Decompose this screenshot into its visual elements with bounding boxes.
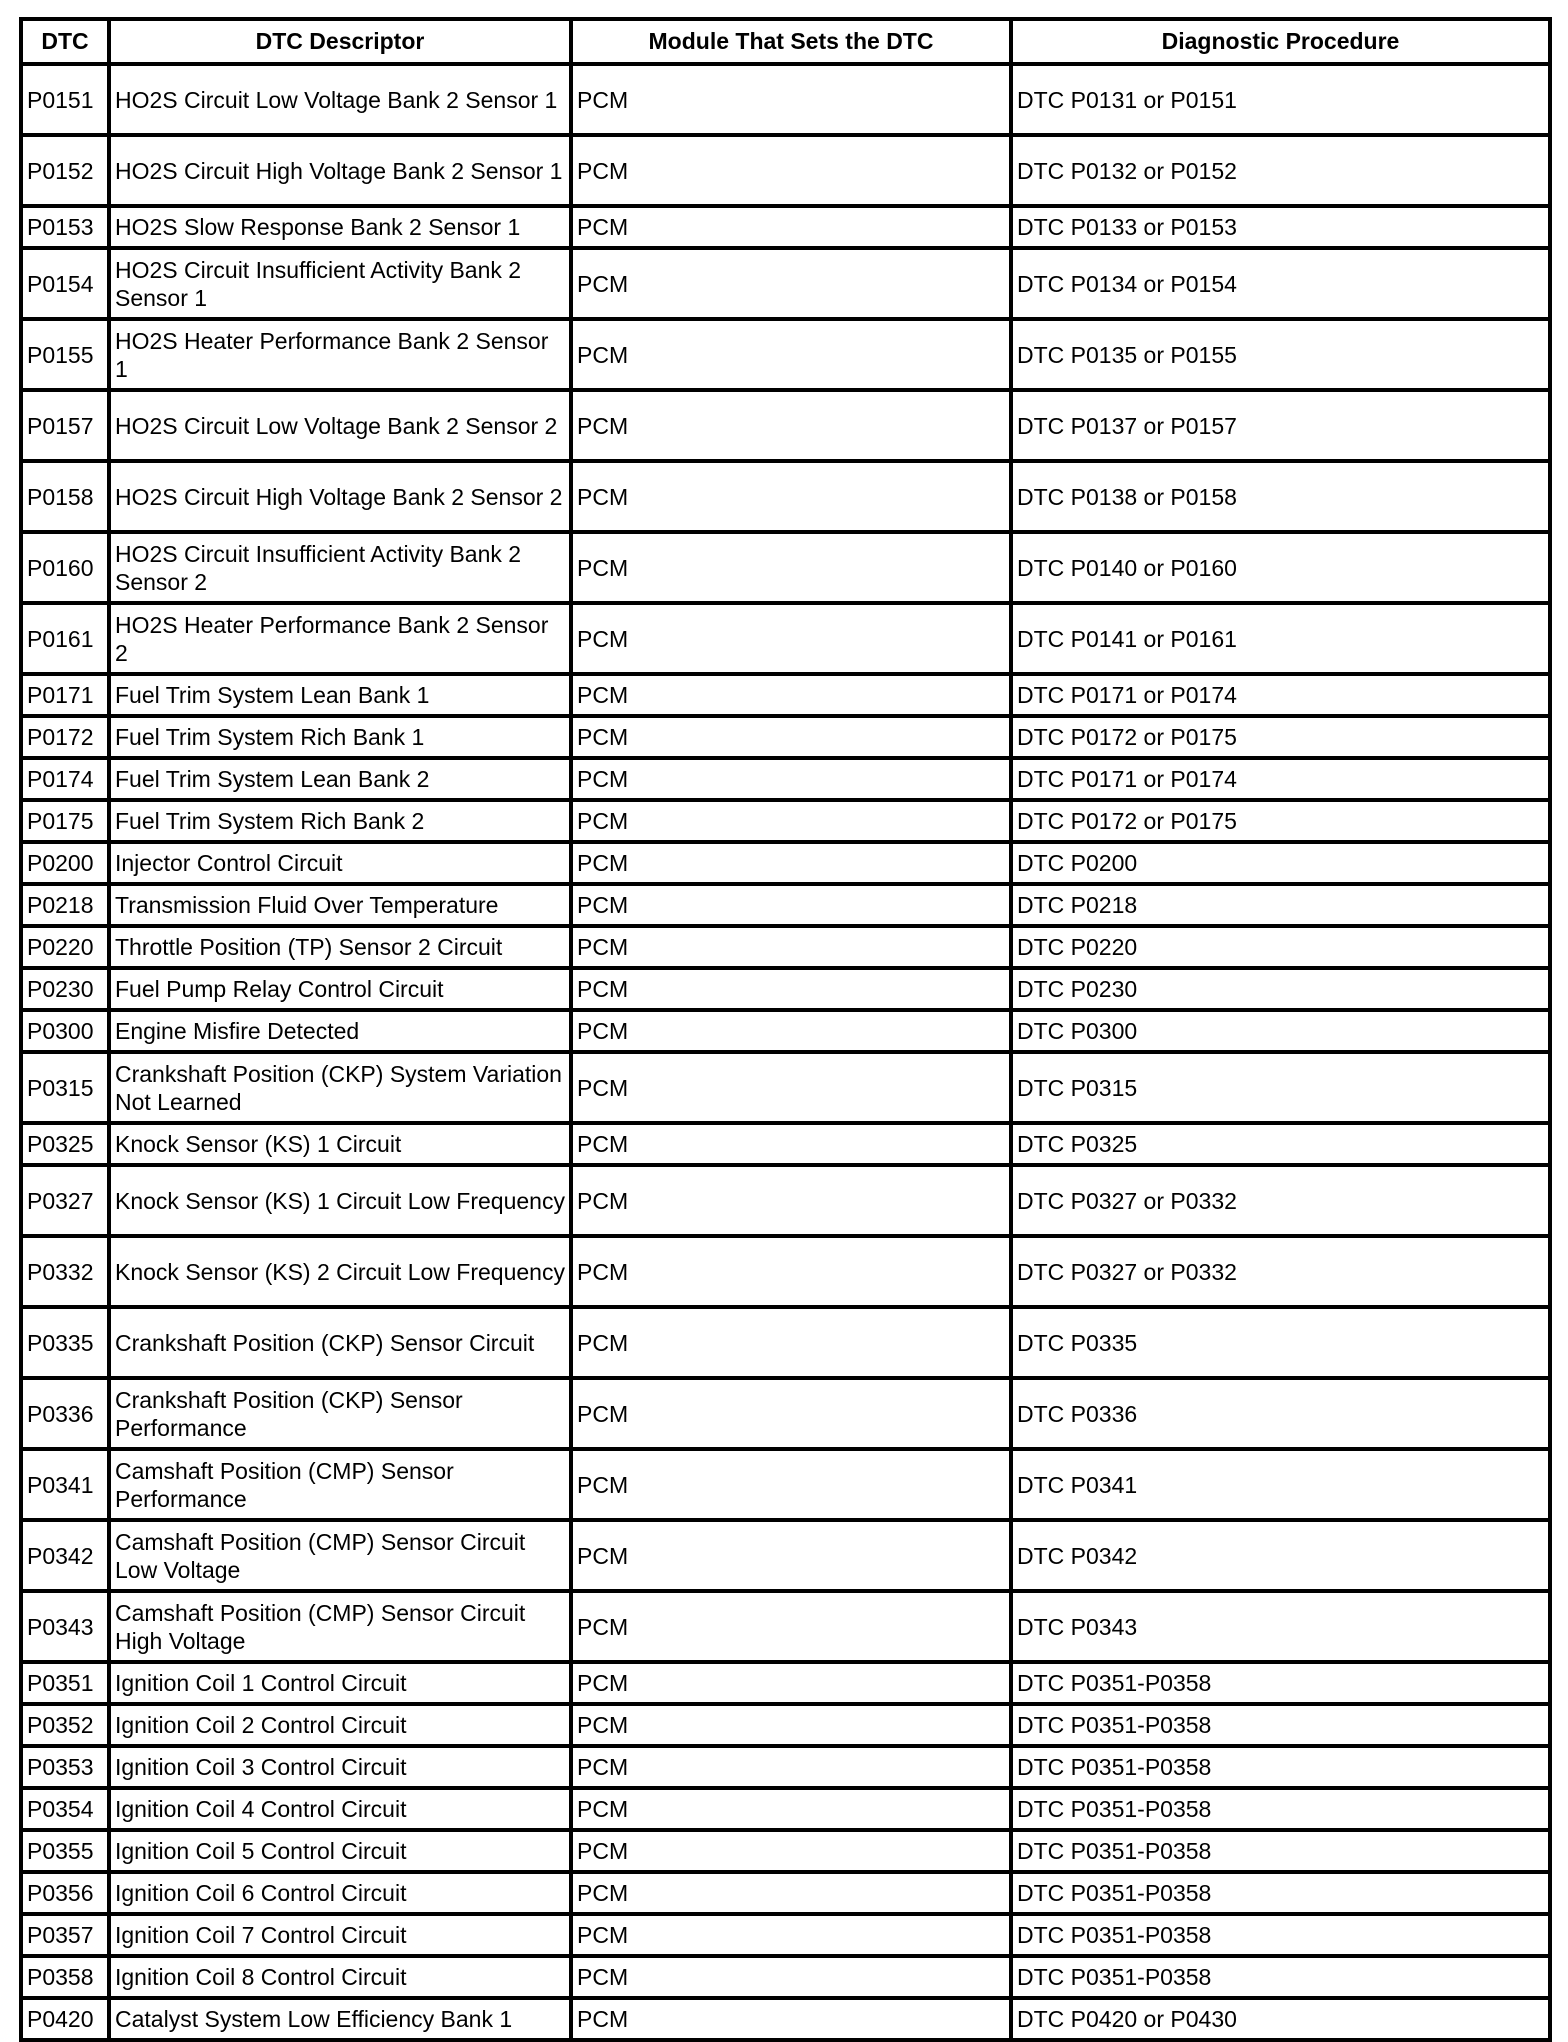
- cell-dtc-descriptor: Ignition Coil 1 Control Circuit: [109, 1662, 571, 1704]
- cell-dtc-code: P0315: [21, 1052, 109, 1123]
- table-row: [21, 206, 1550, 248]
- table-row: [21, 716, 1550, 758]
- cell-dtc-descriptor: HO2S Slow Response Bank 2 Sensor 1: [109, 206, 571, 248]
- cell-dtc-descriptor: Ignition Coil 3 Control Circuit: [109, 1746, 571, 1788]
- cell-diagnostic-procedure: DTC P0132 or P0152: [1011, 135, 1550, 206]
- cell-diagnostic-procedure: DTC P0335: [1011, 1307, 1550, 1378]
- cell-diagnostic-procedure: DTC P0327 or P0332: [1011, 1236, 1550, 1307]
- cell-module: PCM: [571, 1052, 1011, 1123]
- cell-dtc-descriptor: HO2S Circuit Insufficient Activity Bank 2 Sensor 2: [109, 532, 571, 603]
- cell-dtc-code: P0300: [21, 1010, 109, 1052]
- table-row: [21, 926, 1550, 968]
- table-row: [21, 884, 1550, 926]
- cell-dtc-code: P0358: [21, 1956, 109, 1998]
- cell-dtc-descriptor: Crankshaft Position (CKP) System Variation Not Learned: [109, 1052, 571, 1123]
- cell-diagnostic-procedure: DTC P0336: [1011, 1378, 1550, 1449]
- cell-diagnostic-procedure: DTC P0300: [1011, 1010, 1550, 1052]
- table-row: [21, 1010, 1550, 1052]
- cell-diagnostic-procedure: DTC P0133 or P0153: [1011, 206, 1550, 248]
- cell-dtc-code: P0175: [21, 800, 109, 842]
- table-row: [21, 1449, 1550, 1520]
- cell-dtc-code: P0220: [21, 926, 109, 968]
- cell-diagnostic-procedure: DTC P0218: [1011, 884, 1550, 926]
- table-row: [21, 1378, 1550, 1449]
- cell-diagnostic-procedure: DTC P0343: [1011, 1591, 1550, 1662]
- table-row: [21, 135, 1550, 206]
- cell-dtc-descriptor: Camshaft Position (CMP) Sensor Circuit Low Voltage: [109, 1520, 571, 1591]
- cell-module: PCM: [571, 1378, 1011, 1449]
- cell-module: PCM: [571, 1236, 1011, 1307]
- cell-dtc-code: P0351: [21, 1662, 109, 1704]
- cell-dtc-descriptor: Knock Sensor (KS) 2 Circuit Low Frequency: [109, 1236, 571, 1307]
- table-row: [21, 390, 1550, 461]
- cell-module: PCM: [571, 1307, 1011, 1378]
- cell-dtc-descriptor: Crankshaft Position (CKP) Sensor Performance: [109, 1378, 571, 1449]
- cell-dtc-code: P0353: [21, 1746, 109, 1788]
- table-row: [21, 1052, 1550, 1123]
- cell-module: PCM: [571, 1123, 1011, 1165]
- table-row: [21, 1914, 1550, 1956]
- cell-dtc-descriptor: HO2S Heater Performance Bank 2 Sensor 2: [109, 603, 571, 674]
- cell-module: PCM: [571, 603, 1011, 674]
- cell-dtc-descriptor: Ignition Coil 4 Control Circuit: [109, 1788, 571, 1830]
- cell-dtc-descriptor: Injector Control Circuit: [109, 842, 571, 884]
- cell-dtc-descriptor: Ignition Coil 7 Control Circuit: [109, 1914, 571, 1956]
- cell-diagnostic-procedure: DTC P0171 or P0174: [1011, 674, 1550, 716]
- cell-dtc-descriptor: HO2S Circuit High Voltage Bank 2 Sensor 2: [109, 461, 571, 532]
- cell-module: PCM: [571, 1998, 1011, 2040]
- cell-module: PCM: [571, 461, 1011, 532]
- cell-dtc-code: P0153: [21, 206, 109, 248]
- cell-module: PCM: [571, 1591, 1011, 1662]
- header-dtc: DTC: [21, 19, 109, 64]
- table-row: [21, 1998, 1550, 2040]
- cell-dtc-descriptor: Fuel Trim System Rich Bank 2: [109, 800, 571, 842]
- cell-module: PCM: [571, 135, 1011, 206]
- cell-dtc-code: P0341: [21, 1449, 109, 1520]
- cell-dtc-code: P0171: [21, 674, 109, 716]
- cell-module: PCM: [571, 800, 1011, 842]
- table-row: [21, 1956, 1550, 1998]
- cell-module: PCM: [571, 64, 1011, 135]
- cell-dtc-descriptor: Transmission Fluid Over Temperature: [109, 884, 571, 926]
- cell-dtc-code: P0160: [21, 532, 109, 603]
- cell-diagnostic-procedure: DTC P0230: [1011, 968, 1550, 1010]
- cell-diagnostic-procedure: DTC P0420 or P0430: [1011, 1998, 1550, 2040]
- table-row: [21, 968, 1550, 1010]
- cell-module: PCM: [571, 1830, 1011, 1872]
- cell-dtc-descriptor: Fuel Trim System Lean Bank 2: [109, 758, 571, 800]
- cell-dtc-code: P0342: [21, 1520, 109, 1591]
- cell-dtc-code: P0332: [21, 1236, 109, 1307]
- cell-dtc-descriptor: Ignition Coil 2 Control Circuit: [109, 1704, 571, 1746]
- table-header-row: [21, 19, 1550, 64]
- cell-module: PCM: [571, 1872, 1011, 1914]
- table-row: [21, 1830, 1550, 1872]
- cell-dtc-descriptor: HO2S Circuit Low Voltage Bank 2 Sensor 1: [109, 64, 571, 135]
- cell-dtc-descriptor: Catalyst System Low Efficiency Bank 1: [109, 1998, 571, 2040]
- cell-diagnostic-procedure: DTC P0137 or P0157: [1011, 390, 1550, 461]
- cell-dtc-code: P0154: [21, 248, 109, 319]
- cell-dtc-code: P0200: [21, 842, 109, 884]
- cell-dtc-code: P0357: [21, 1914, 109, 1956]
- table-row: [21, 532, 1550, 603]
- cell-diagnostic-procedure: DTC P0315: [1011, 1052, 1550, 1123]
- table-row: [21, 248, 1550, 319]
- cell-module: PCM: [571, 1165, 1011, 1236]
- cell-module: PCM: [571, 532, 1011, 603]
- table-row: [21, 758, 1550, 800]
- cell-dtc-descriptor: HO2S Circuit High Voltage Bank 2 Sensor 1: [109, 135, 571, 206]
- cell-dtc-descriptor: Ignition Coil 6 Control Circuit: [109, 1872, 571, 1914]
- cell-dtc-descriptor: Ignition Coil 8 Control Circuit: [109, 1956, 571, 1998]
- table-row: [21, 1165, 1550, 1236]
- cell-dtc-code: P0420: [21, 1998, 109, 2040]
- cell-dtc-descriptor: Throttle Position (TP) Sensor 2 Circuit: [109, 926, 571, 968]
- table-row: [21, 674, 1550, 716]
- cell-module: PCM: [571, 319, 1011, 390]
- cell-module: PCM: [571, 1956, 1011, 1998]
- table-row: [21, 1662, 1550, 1704]
- cell-dtc-code: P0355: [21, 1830, 109, 1872]
- cell-module: PCM: [571, 926, 1011, 968]
- cell-diagnostic-procedure: DTC P0172 or P0175: [1011, 716, 1550, 758]
- cell-diagnostic-procedure: DTC P0351-P0358: [1011, 1746, 1550, 1788]
- cell-dtc-descriptor: Fuel Trim System Lean Bank 1: [109, 674, 571, 716]
- header-module: Module That Sets the DTC: [571, 19, 1011, 64]
- cell-diagnostic-procedure: DTC P0172 or P0175: [1011, 800, 1550, 842]
- table-row: [21, 842, 1550, 884]
- cell-diagnostic-procedure: DTC P0351-P0358: [1011, 1788, 1550, 1830]
- table-row: [21, 319, 1550, 390]
- cell-dtc-code: P0172: [21, 716, 109, 758]
- cell-dtc-descriptor: Camshaft Position (CMP) Sensor Circuit High Voltage: [109, 1591, 571, 1662]
- cell-dtc-descriptor: Knock Sensor (KS) 1 Circuit: [109, 1123, 571, 1165]
- cell-module: PCM: [571, 968, 1011, 1010]
- cell-dtc-code: P0352: [21, 1704, 109, 1746]
- cell-dtc-descriptor: Ignition Coil 5 Control Circuit: [109, 1830, 571, 1872]
- cell-module: PCM: [571, 716, 1011, 758]
- cell-module: PCM: [571, 674, 1011, 716]
- cell-diagnostic-procedure: DTC P0351-P0358: [1011, 1872, 1550, 1914]
- cell-diagnostic-procedure: DTC P0134 or P0154: [1011, 248, 1550, 319]
- cell-module: PCM: [571, 248, 1011, 319]
- cell-module: PCM: [571, 1746, 1011, 1788]
- cell-dtc-descriptor: Knock Sensor (KS) 1 Circuit Low Frequency: [109, 1165, 571, 1236]
- cell-module: PCM: [571, 1449, 1011, 1520]
- cell-diagnostic-procedure: DTC P0220: [1011, 926, 1550, 968]
- cell-dtc-descriptor: Crankshaft Position (CKP) Sensor Circuit: [109, 1307, 571, 1378]
- table-row: [21, 1520, 1550, 1591]
- cell-module: PCM: [571, 206, 1011, 248]
- cell-diagnostic-procedure: DTC P0325: [1011, 1123, 1550, 1165]
- cell-dtc-code: P0343: [21, 1591, 109, 1662]
- cell-dtc-code: P0161: [21, 603, 109, 674]
- cell-dtc-code: P0354: [21, 1788, 109, 1830]
- header-dtc-descriptor: DTC Descriptor: [109, 19, 571, 64]
- table-row: [21, 461, 1550, 532]
- table-row: [21, 1746, 1550, 1788]
- cell-diagnostic-procedure: DTC P0351-P0358: [1011, 1956, 1550, 1998]
- cell-dtc-descriptor: Fuel Pump Relay Control Circuit: [109, 968, 571, 1010]
- table-body: [21, 64, 1550, 2040]
- dtc-table: [19, 17, 1552, 2042]
- cell-module: PCM: [571, 1520, 1011, 1591]
- table-row: [21, 603, 1550, 674]
- cell-diagnostic-procedure: DTC P0131 or P0151: [1011, 64, 1550, 135]
- cell-diagnostic-procedure: DTC P0351-P0358: [1011, 1704, 1550, 1746]
- cell-module: PCM: [571, 1704, 1011, 1746]
- cell-dtc-code: P0336: [21, 1378, 109, 1449]
- cell-module: PCM: [571, 1914, 1011, 1956]
- cell-diagnostic-procedure: DTC P0342: [1011, 1520, 1550, 1591]
- cell-diagnostic-procedure: DTC P0141 or P0161: [1011, 603, 1550, 674]
- table-row: [21, 1236, 1550, 1307]
- cell-dtc-code: P0230: [21, 968, 109, 1010]
- cell-diagnostic-procedure: DTC P0171 or P0174: [1011, 758, 1550, 800]
- cell-module: PCM: [571, 758, 1011, 800]
- cell-dtc-code: P0335: [21, 1307, 109, 1378]
- cell-diagnostic-procedure: DTC P0351-P0358: [1011, 1830, 1550, 1872]
- cell-dtc-code: P0155: [21, 319, 109, 390]
- cell-diagnostic-procedure: DTC P0138 or P0158: [1011, 461, 1550, 532]
- cell-diagnostic-procedure: DTC P0327 or P0332: [1011, 1165, 1550, 1236]
- cell-dtc-code: P0152: [21, 135, 109, 206]
- cell-dtc-code: P0356: [21, 1872, 109, 1914]
- cell-diagnostic-procedure: DTC P0341: [1011, 1449, 1550, 1520]
- cell-diagnostic-procedure: DTC P0135 or P0155: [1011, 319, 1550, 390]
- cell-dtc-descriptor: HO2S Circuit Low Voltage Bank 2 Sensor 2: [109, 390, 571, 461]
- table-row: [21, 1123, 1550, 1165]
- header-diagnostic-procedure: Diagnostic Procedure: [1011, 19, 1550, 64]
- cell-dtc-descriptor: Fuel Trim System Rich Bank 1: [109, 716, 571, 758]
- table-row: [21, 1788, 1550, 1830]
- cell-dtc-code: P0327: [21, 1165, 109, 1236]
- cell-diagnostic-procedure: DTC P0351-P0358: [1011, 1662, 1550, 1704]
- table-row: [21, 64, 1550, 135]
- cell-dtc-descriptor: Camshaft Position (CMP) Sensor Performance: [109, 1449, 571, 1520]
- cell-module: PCM: [571, 1788, 1011, 1830]
- cell-module: PCM: [571, 842, 1011, 884]
- cell-dtc-code: P0218: [21, 884, 109, 926]
- cell-dtc-code: P0158: [21, 461, 109, 532]
- cell-diagnostic-procedure: DTC P0140 or P0160: [1011, 532, 1550, 603]
- table-row: [21, 800, 1550, 842]
- cell-dtc-descriptor: HO2S Heater Performance Bank 2 Sensor 1: [109, 319, 571, 390]
- table-row: [21, 1704, 1550, 1746]
- table-row: [21, 1591, 1550, 1662]
- table-row: [21, 1872, 1550, 1914]
- cell-module: PCM: [571, 1010, 1011, 1052]
- cell-dtc-descriptor: Engine Misfire Detected: [109, 1010, 571, 1052]
- cell-module: PCM: [571, 1662, 1011, 1704]
- cell-module: PCM: [571, 884, 1011, 926]
- cell-dtc-descriptor: HO2S Circuit Insufficient Activity Bank 2 Sensor 1: [109, 248, 571, 319]
- cell-diagnostic-procedure: DTC P0200: [1011, 842, 1550, 884]
- cell-diagnostic-procedure: DTC P0351-P0358: [1011, 1914, 1550, 1956]
- cell-dtc-code: P0325: [21, 1123, 109, 1165]
- cell-dtc-code: P0157: [21, 390, 109, 461]
- cell-dtc-code: P0174: [21, 758, 109, 800]
- cell-module: PCM: [571, 390, 1011, 461]
- table-row: [21, 1307, 1550, 1378]
- cell-dtc-code: P0151: [21, 64, 109, 135]
